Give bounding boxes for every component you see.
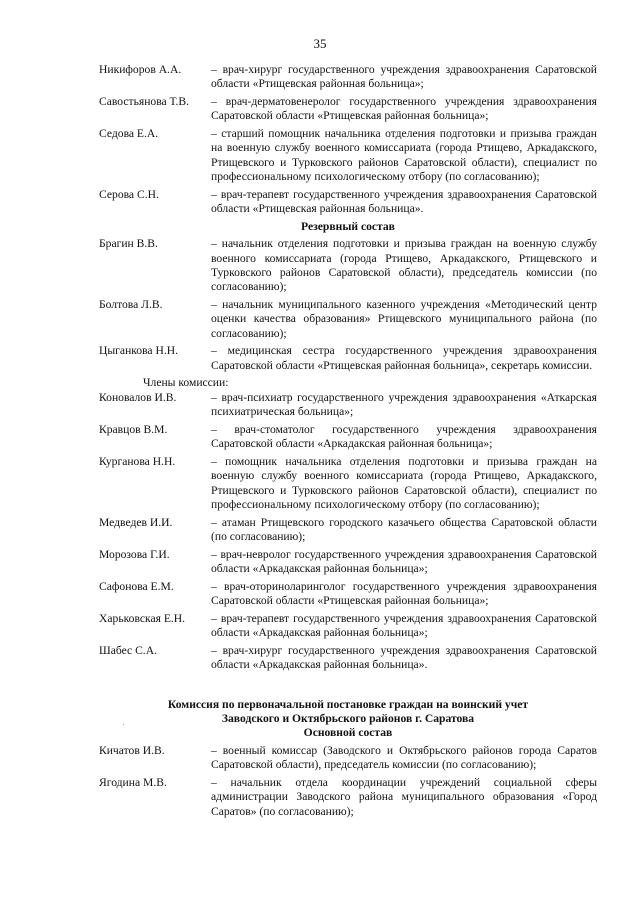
person-position: – начальник отделения подготовки и призыва граждан на военную службу военного комиссариата (города Ртищево, Аркадакского, Ртищевского и Турковского районов Саратовской области), председатель комиссии (по согласованию); bbox=[211, 237, 597, 294]
roster-entry bbox=[99, 237, 597, 295]
person-name: Болтова Л.В. bbox=[99, 298, 163, 312]
person-position: – врач-хирург государственного учреждения здравоохранения Саратовской области «Аркадакская районная больница». bbox=[211, 643, 597, 672]
person-name: Морозова Г.И. bbox=[99, 547, 170, 561]
person-position: – врач-невролог государственного учреждения здравоохранения Саратовской области «Аркадакская районная больница»; bbox=[211, 547, 597, 576]
roster-entry bbox=[99, 455, 597, 513]
roster-entry bbox=[99, 776, 597, 819]
document-body bbox=[99, 63, 597, 822]
roster-entry bbox=[99, 391, 597, 420]
roster-block bbox=[99, 744, 597, 819]
person-name: Брагин В.В. bbox=[99, 237, 158, 251]
person-position: – врач-стоматолог государственного учреждения здравоохранения Саратовской области «Аркадакская районная больница»; bbox=[211, 422, 597, 451]
person-name: Седова Е.А. bbox=[99, 127, 159, 140]
person-name: Никифоров А.А. bbox=[99, 63, 182, 76]
spacer bbox=[99, 676, 597, 698]
roster-entry bbox=[99, 63, 597, 92]
person-position: – врач-дерматовенеролог государственного учреждения здравоохранения Саратовской области «Ртищевская районная больница»; bbox=[211, 95, 597, 123]
page-number: 35 bbox=[313, 36, 327, 51]
person-name: Серова С.Н. bbox=[99, 187, 159, 201]
person-name: Харьковская Е.Н. bbox=[99, 611, 186, 625]
person-position: – врач-терапевт государственного учреждения здравоохранения Саратовской области «Аркадакская районная больница»; bbox=[211, 611, 597, 640]
roster-entry bbox=[99, 127, 597, 185]
person-name: Кравцов В.М. bbox=[99, 422, 168, 436]
roster-block bbox=[99, 237, 597, 373]
roster-entry bbox=[99, 298, 597, 341]
person-position: – военный комиссар (Заводского и Октябрьского районов города Саратов Саратовской области), председатель комиссии (по согласованию); bbox=[211, 743, 597, 772]
roster-entry bbox=[99, 644, 597, 673]
roster-block bbox=[99, 391, 597, 673]
members-label: Члены комиссии: bbox=[143, 376, 229, 390]
person-position: – врач-оториноларинголог государственного учреждения здравоохранения Саратовской области «Ртищевская районная больница»; bbox=[211, 579, 597, 608]
commission-title: Комиссия по первоначальной постановке граждан на воинский учет bbox=[167, 697, 529, 711]
section-heading-main: Основной состав bbox=[303, 726, 393, 740]
section-heading-reserve: Резервный состав bbox=[301, 219, 395, 233]
person-position: – врач-терапевт государственного учреждения здравоохранения Саратовской области «Ртищевская районная больница». bbox=[211, 187, 597, 216]
person-name: Сафонова Е.М. bbox=[99, 579, 174, 593]
person-position: – медицинская сестра государственного учреждения здравоохранения Саратовской области «Ртищевская районная больница», секретарь комиссии. bbox=[211, 344, 597, 372]
person-name: Кичатов И.В. bbox=[99, 743, 165, 757]
person-name: Коновалов И.В. bbox=[99, 390, 177, 404]
roster-entry bbox=[99, 580, 597, 609]
roster-entry bbox=[99, 516, 597, 545]
person-name: Шабес С.А. bbox=[99, 643, 157, 657]
person-name: Савостьянова Т.В. bbox=[99, 95, 190, 108]
person-position: – врач-психиатр государственного учреждения здравоохранения «Аткарская психиатрическая больница»; bbox=[211, 390, 597, 419]
roster-entry bbox=[99, 423, 597, 452]
roster-entry bbox=[99, 548, 597, 577]
roster-entry bbox=[99, 744, 597, 773]
roster-entry bbox=[99, 344, 597, 373]
roster-entry bbox=[99, 188, 597, 217]
person-name: Курганова Н.Н. bbox=[99, 454, 176, 468]
person-position: – старший помощник начальника отделения подготовки и призыва граждан на военную службу военного комиссариата (города Ртищево, Аркадакского, Ртищевского и Турковского районов Саратовской области), специалист по профессиональному психологическому отбору (по согласованию); bbox=[211, 127, 597, 184]
person-position: – начальник муниципального казенного учреждения «Методический центр оценки качества образования» Ртищевского муниципального района (по согласованию); bbox=[211, 298, 597, 340]
person-name: Медведев И.И. bbox=[99, 515, 173, 529]
person-name: Цыганкова Н.Н. bbox=[99, 344, 179, 358]
person-position: – помощник начальника отделения подготовки и призыва граждан на военную службу военного комиссариата (города Ртищево, Аркадакского, Ртищевского и Турковского районов Саратовской области), специалист по профессиональному психологическому отбору (по согласованию); bbox=[211, 454, 597, 512]
roster-entry bbox=[99, 612, 597, 641]
roster-entry bbox=[99, 95, 597, 124]
person-name: Ягодина М.В. bbox=[99, 775, 167, 789]
person-position: – атаман Ртищевского городского казачьего общества Саратовской области (по согласованию); bbox=[211, 515, 597, 544]
roster-block bbox=[99, 63, 597, 217]
commission-subtitle: Заводского и Октябрьского районов г. Саратова bbox=[221, 712, 475, 726]
person-position: – врач-хирург государственного учреждения здравоохранения Саратовской области «Ртищевская районная больница»; bbox=[211, 63, 597, 91]
person-position: – начальник отдела координации учреждений социальной сферы администрации Заводского района муниципального образования «Город Саратов» (по согласованию); bbox=[211, 775, 597, 818]
